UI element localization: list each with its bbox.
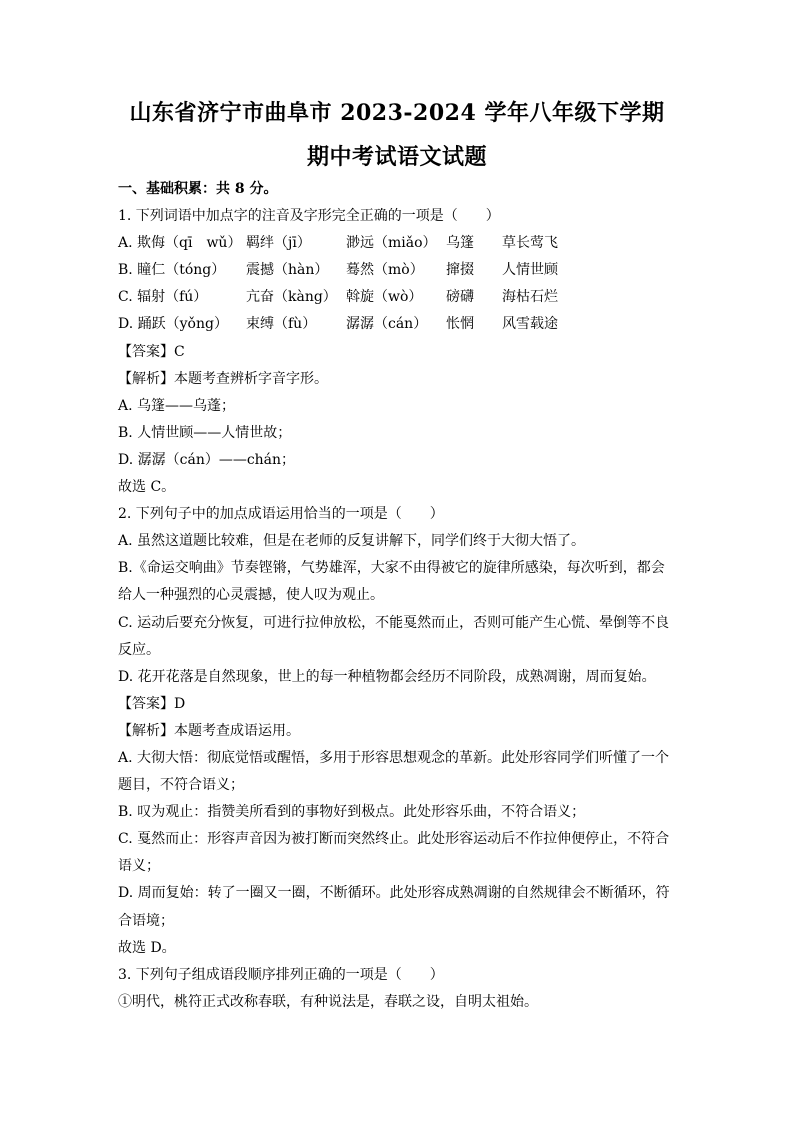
analysis-line: B. 人情世顾——人情世故； (118, 424, 292, 441)
option-cell: A. 欺侮（qī wǔ） (118, 235, 242, 252)
question-2-line: 给人一种强烈的心灵震撼，使人叹为观止。 (118, 587, 384, 604)
option-cell: 磅礴 (446, 289, 474, 306)
question-2-line: B.《命运交响曲》节奏铿锵，气势雄浑，大家不由得被它的旋律所感染，每次听到，都会 (118, 560, 665, 577)
option-cell: 风雪载途 (502, 316, 558, 333)
analysis-line: 题目，不符合语义； (118, 777, 244, 794)
option-cell: 海枯石烂 (502, 289, 558, 306)
option-cell: 乌篷 (446, 235, 474, 252)
option-cell: 人情世顾 (502, 262, 558, 279)
analysis-line: A. 乌篷——乌蓬； (118, 397, 236, 414)
option-cell: 震撼（hàn） (246, 262, 329, 279)
analysis-line: A. 大彻大悟：彻底觉悟或醒悟，多用于形容思想观念的革新。此处形容同学们听懂了一个 (118, 749, 670, 766)
question-1-answer: 【答案】C (118, 343, 185, 360)
option-cell: 蓦然（mò） (346, 262, 424, 279)
question-1-option-a (118, 230, 678, 257)
analysis-line: 故选 C。 (118, 479, 176, 496)
analysis-line: C. 戛然而止：形容声音因为被打断而突然终止。此处形容运动后不作拉伸便停止，不符合 (118, 831, 670, 848)
option-cell: 斡旋（wò） (346, 289, 423, 306)
analysis-line: 语义； (118, 858, 160, 875)
question-3-stem: 3. 下列句子组成语段顺序排列正确的一项是（ ） (118, 966, 444, 983)
option-cell: 束缚（fù） (246, 316, 317, 333)
question-3-line: ①明代，桃符正式改称春联，有种说法是，春联之设，自明太祖始。 (118, 993, 538, 1010)
analysis-line: 合语境； (118, 912, 174, 929)
question-1-stem: 1. 下列词语中加点字的注音及字形完全正确的一项是（ ） (118, 208, 500, 225)
question-2-answer: 【答案】D (118, 695, 186, 712)
document-subtitle: 期中考试语文试题 (306, 144, 487, 170)
option-cell: 怅惘 (446, 316, 474, 333)
option-cell: 撺掇 (446, 262, 474, 279)
section-heading: 一、基础积累：共 8 分。 (118, 181, 278, 197)
question-1-option-b (118, 257, 678, 284)
option-cell: 羁绊（jī） (246, 235, 311, 252)
option-cell: 潺潺（cán） (346, 316, 428, 333)
analysis-line: 【解析】本题考查成语运用。 (118, 722, 300, 739)
question-2-line: A. 虽然这道题比较难，但是在老师的反复讲解下，同学们终于大彻大悟了。 (118, 533, 586, 550)
question-2-line: D. 花开花落是自然现象，世上的每一种植物都会经历不同阶段，成熟凋谢，周而复始。 (118, 668, 656, 685)
option-cell: D. 踊跃（yǒng） (118, 316, 228, 333)
question-1-option-c (118, 284, 678, 311)
analysis-line: B. 叹为观止：指赞美所看到的事物好到极点。此处形容乐曲，不符合语义； (118, 804, 586, 821)
question-2-stem: 2. 下列句子中的加点成语运用恰当的一项是（ ） (118, 506, 444, 523)
document-body (118, 176, 678, 1016)
analysis-line: 故选 D。 (118, 939, 176, 956)
option-cell: C. 辐射（fú） (118, 289, 208, 306)
option-cell: 渺远（miǎo） (346, 235, 437, 252)
question-1-option-d (118, 311, 678, 338)
question-2-line: C. 运动后要充分恢复，可进行拉伸放松，不能戛然而止，否则可能产生心慌、晕倒等不良 (118, 614, 670, 631)
question-2-line: 反应。 (118, 641, 160, 658)
option-cell: B. 瞳仁（tóng） (118, 262, 226, 279)
analysis-line: D. 周而复始：转了一圈又一圈，不断循环。此处形容成熟凋谢的自然规律会不断循环，符 (118, 885, 670, 902)
document-title: 山东省济宁市曲阜市 2023-2024 学年八年级下学期 (129, 100, 665, 126)
option-cell: 草长莺飞 (502, 235, 558, 252)
analysis-line: D. 潺潺（cán）——chán； (118, 451, 296, 468)
analysis-line: 【解析】本题考查辨析字音字形。 (118, 370, 328, 387)
option-cell: 亢奋（kàng） (246, 289, 337, 306)
